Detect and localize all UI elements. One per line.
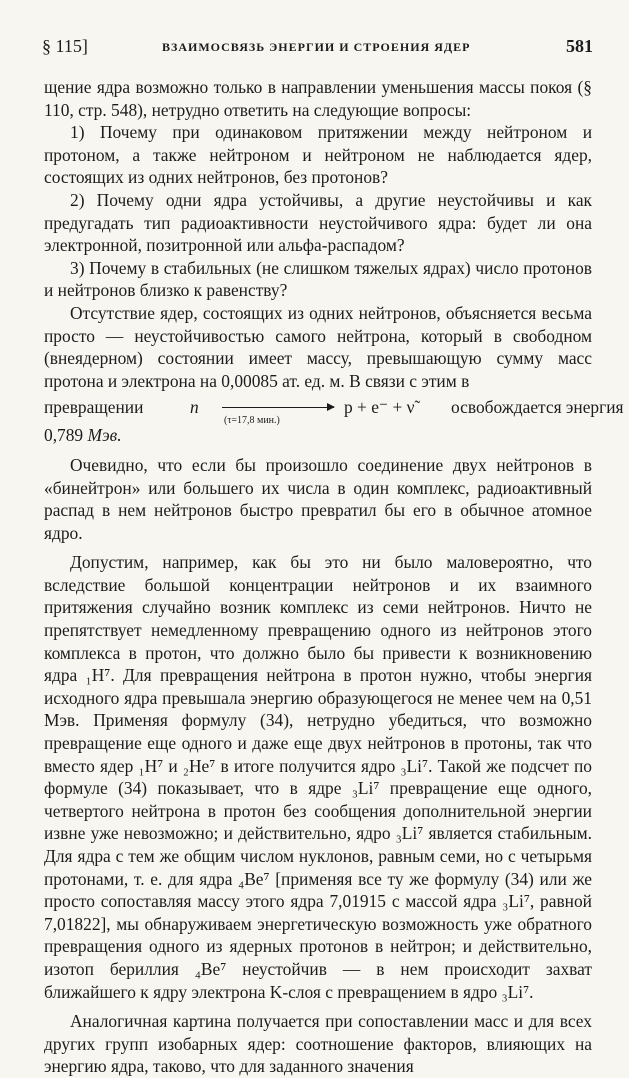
running-title: ВЗАИМОСВЯЗЬ ЭНЕРГИИ И СТРОЕНИЯ ЯДЕР bbox=[162, 40, 471, 54]
paragraph: 0,789 Мэв. bbox=[44, 425, 122, 446]
formula-lead: превращении bbox=[44, 397, 144, 418]
formula-tail: освобождается энергия bbox=[451, 397, 624, 418]
section-ref: § 115] bbox=[42, 36, 88, 56]
paragraph: щение ядра возможно только в направлении уменьшения массы покоя (§ 110, стр. 548), нетрудно ответить на следующие вопросы: bbox=[44, 77, 592, 120]
formula-halflife: (τ=17,8 мин.) bbox=[224, 415, 280, 427]
arrow-icon bbox=[222, 407, 334, 408]
formula-lhs: n bbox=[190, 397, 199, 418]
paragraph: Допустим, например, как бы это ни было маловероятно, что вследствие большой концентрации нейтронов и их взаимного притяжения случайно возник комплекс из семи нейтронов. Ничто не препятствует немедленному превращению одного из нейтронов этого комплекса в протон, что должно было бы привести к возникновению ядра ₁H⁷. Для превращения нейтрона в протон нужно, чтобы энергия исходного ядра превышала энергию образующегося не менее чем на 0,51 Мэв. Применяя формулу (34), нетрудно убедиться, что возможно превращение еще одного и даже еще двух нейтронов в протоны, так что вместо ядер ₁H⁷ и ₂He⁷ в итоге получится ядро ₃Li⁷. Такой же подсчет по формуле (34) показывает, что в ядре ₃Li⁷ превращение еще одного, четвертого нейтрона в протон без сообщения дополнительной энергии извне уже невозможно; и действительно, ядро ₃Li⁷ является стабильным. Для ядра с тем же общим числом нуклонов, равным семи, но с четырьмя протонами, т. е. для ядра ₄Be⁷ [применяя все ту же формулу (34) или же просто сопоставляя массу этого ядра 7,01915 с массой ядра ₃Li⁷, равной 7,01822], мы обнаруживаем энергетическую возможность уже обратного превращения одного из ядерных протонов в нейтрон; и действительно, изотоп бериллия ₄Be⁷ неустойчив — в нем происходит захват ближайшего к ядру электрона K-слоя с превращением в ядро ₃Li⁷. bbox=[44, 552, 592, 1002]
paragraph: 1) Почему при одинаковом притяжении между нейтроном и протоном, а также нейтроном и нейтроном не наблюдается ядер, состоящих из одних нейтронов, без протонов? bbox=[44, 122, 592, 188]
paragraph: 2) Почему одни ядра устойчивы, а другие неустойчивы и как предугадать тип радиоактивности неустойчивого ядра: будет ли она электронной, позитронной или альфа-распадом? bbox=[44, 189, 592, 256]
page-number: 581 bbox=[566, 36, 593, 56]
paragraph: Очевидно, что если бы произошло соединение двух нейтронов в «бинейтрон» или большего их числа в один комплекс, радиоактивный распад в нем нейтронов быстро превратил бы его в обычное атомное ядро. bbox=[44, 454, 592, 543]
paragraph: Отсутствие ядер, состоящих из одних нейтронов, объясняется весьма просто — неустойчивостью самого нейтрона, который в свободном (внеядерном) состоянии имеет массу, превышающую сумму масс протона и электрона на 0,00085 ат. ед. м. В связи с этим в bbox=[44, 302, 592, 391]
paragraph: 3) Почему в стабильных (не слишком тяжелых ядрах) число протонов и нейтронов близко к равенству? bbox=[44, 257, 592, 301]
page-body bbox=[44, 76, 624, 1078]
decay-formula bbox=[44, 396, 624, 427]
page-header bbox=[42, 36, 593, 62]
paragraph: Аналогичная картина получается при сопоставлении масс и для всех других групп изобарных ядер: соотношение факторов, влияющих на энергию ядра, таково, что для заданного значения bbox=[44, 1011, 592, 1077]
formula-rhs: p + e⁻ + ν̃ bbox=[344, 397, 415, 418]
